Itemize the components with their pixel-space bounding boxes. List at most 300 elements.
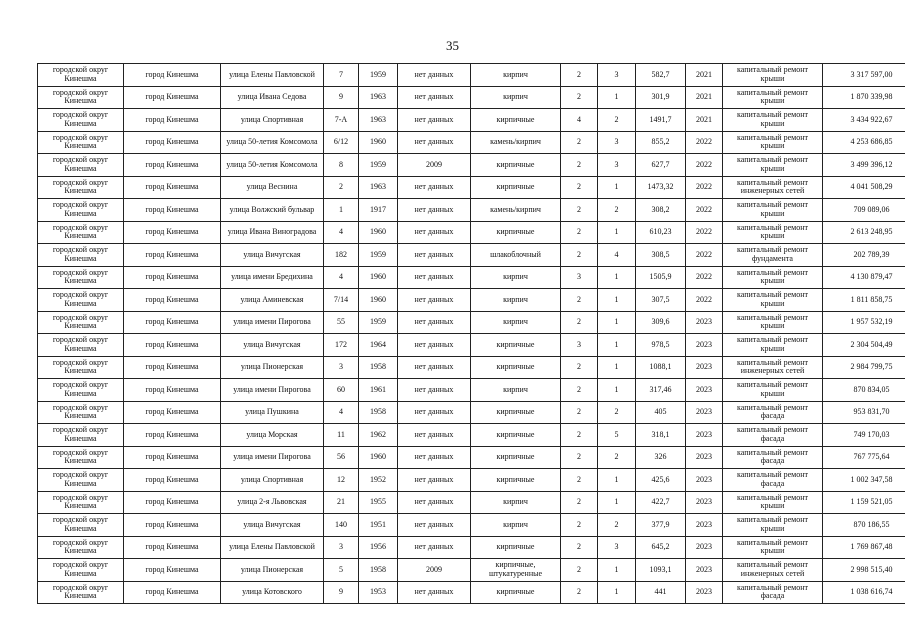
- build-year-cell: 1958: [359, 401, 398, 424]
- work-type-cell: капитальный ремонт крыши: [723, 514, 823, 537]
- table-row: [38, 154, 905, 177]
- planned-year-cell: 2022: [686, 131, 723, 154]
- settlement-cell: город Кинешма: [124, 199, 221, 222]
- house-number-cell: 140: [324, 514, 359, 537]
- table-row: [38, 334, 905, 357]
- floors-cell: 2: [561, 401, 598, 424]
- house-number-cell: 4: [324, 401, 359, 424]
- house-number-cell: 12: [324, 469, 359, 492]
- settlement-cell: город Кинешма: [124, 514, 221, 537]
- municipal-district-cell: городской округ Кинешма: [38, 581, 124, 604]
- wall-material-cell: кирпич: [471, 86, 561, 109]
- house-number-cell: 3: [324, 356, 359, 379]
- last-repair-year-cell: нет данных: [398, 64, 471, 87]
- settlement-cell: город Кинешма: [124, 289, 221, 312]
- area-cell: 855,2: [636, 131, 686, 154]
- work-type-cell: капитальный ремонт фасада: [723, 446, 823, 469]
- house-number-cell: 172: [324, 334, 359, 357]
- work-type-cell: капитальный ремонт фасада: [723, 401, 823, 424]
- entrances-cell: 2: [598, 401, 636, 424]
- house-number-cell: 5: [324, 559, 359, 582]
- planned-year-cell: 2023: [686, 581, 723, 604]
- house-number-cell: 3: [324, 536, 359, 559]
- settlement-cell: город Кинешма: [124, 379, 221, 402]
- table-row: [38, 199, 905, 222]
- municipal-district-cell: городской округ Кинешма: [38, 334, 124, 357]
- settlement-cell: город Кинешма: [124, 334, 221, 357]
- municipal-district-cell: городской округ Кинешма: [38, 176, 124, 199]
- municipal-district-cell: городской округ Кинешма: [38, 86, 124, 109]
- floors-cell: 4: [561, 109, 598, 132]
- table-row: [38, 514, 905, 537]
- house-number-cell: 56: [324, 446, 359, 469]
- entrances-cell: 5: [598, 424, 636, 447]
- entrances-cell: 2: [598, 199, 636, 222]
- build-year-cell: 1963: [359, 109, 398, 132]
- settlement-cell: город Кинешма: [124, 424, 221, 447]
- street-cell: улица Волжский бульвар: [221, 199, 324, 222]
- table-row: [38, 581, 905, 604]
- last-repair-year-cell: нет данных: [398, 176, 471, 199]
- municipal-district-cell: городской округ Кинешма: [38, 356, 124, 379]
- table-row: [38, 86, 905, 109]
- street-cell: улица имени Пирогова: [221, 379, 324, 402]
- street-cell: улица 2-я Львовская: [221, 491, 324, 514]
- table-row: [38, 491, 905, 514]
- planned-year-cell: 2022: [686, 176, 723, 199]
- wall-material-cell: кирпич: [471, 491, 561, 514]
- street-cell: улица Елены Павловской: [221, 536, 324, 559]
- planned-year-cell: 2023: [686, 491, 723, 514]
- settlement-cell: город Кинешма: [124, 86, 221, 109]
- work-type-cell: капитальный ремонт инженерных сетей: [723, 356, 823, 379]
- build-year-cell: 1959: [359, 244, 398, 267]
- street-cell: улица Котовского: [221, 581, 324, 604]
- house-number-cell: 55: [324, 311, 359, 334]
- cost-cell: 3 499 396,12: [823, 154, 905, 177]
- cost-cell: 1 811 858,75: [823, 289, 905, 312]
- planned-year-cell: 2022: [686, 221, 723, 244]
- cost-cell: 2 984 799,75: [823, 356, 905, 379]
- municipal-district-cell: городской округ Кинешма: [38, 266, 124, 289]
- floors-cell: 2: [561, 491, 598, 514]
- street-cell: улица Пушкина: [221, 401, 324, 424]
- work-type-cell: капитальный ремонт крыши: [723, 266, 823, 289]
- entrances-cell: 1: [598, 356, 636, 379]
- work-type-cell: капитальный ремонт крыши: [723, 131, 823, 154]
- build-year-cell: 1917: [359, 199, 398, 222]
- work-type-cell: капитальный ремонт крыши: [723, 221, 823, 244]
- work-type-cell: капитальный ремонт крыши: [723, 379, 823, 402]
- floors-cell: 3: [561, 266, 598, 289]
- house-number-cell: 2: [324, 176, 359, 199]
- municipal-district-cell: городской округ Кинешма: [38, 401, 124, 424]
- area-cell: 610,23: [636, 221, 686, 244]
- build-year-cell: 1959: [359, 311, 398, 334]
- area-cell: 1491,7: [636, 109, 686, 132]
- last-repair-year-cell: нет данных: [398, 379, 471, 402]
- planned-year-cell: 2023: [686, 311, 723, 334]
- floors-cell: 3: [561, 334, 598, 357]
- area-cell: 405: [636, 401, 686, 424]
- municipal-district-cell: городской округ Кинешма: [38, 289, 124, 312]
- settlement-cell: город Кинешма: [124, 109, 221, 132]
- last-repair-year-cell: нет данных: [398, 491, 471, 514]
- floors-cell: 2: [561, 131, 598, 154]
- entrances-cell: 1: [598, 266, 636, 289]
- area-cell: 1088,1: [636, 356, 686, 379]
- house-number-cell: 11: [324, 424, 359, 447]
- street-cell: улица Пионерская: [221, 356, 324, 379]
- floors-cell: 2: [561, 86, 598, 109]
- cost-cell: 1 870 339,98: [823, 86, 905, 109]
- street-cell: улица Ивана Виноградова: [221, 221, 324, 244]
- planned-year-cell: 2022: [686, 266, 723, 289]
- settlement-cell: город Кинешма: [124, 154, 221, 177]
- last-repair-year-cell: нет данных: [398, 401, 471, 424]
- last-repair-year-cell: нет данных: [398, 86, 471, 109]
- work-type-cell: капитальный ремонт крыши: [723, 86, 823, 109]
- cost-cell: 202 789,39: [823, 244, 905, 267]
- street-cell: улица Аминевская: [221, 289, 324, 312]
- municipal-district-cell: городской округ Кинешма: [38, 244, 124, 267]
- build-year-cell: 1958: [359, 356, 398, 379]
- street-cell: улица Вичугская: [221, 514, 324, 537]
- work-type-cell: капитальный ремонт крыши: [723, 64, 823, 87]
- build-year-cell: 1960: [359, 446, 398, 469]
- entrances-cell: 1: [598, 334, 636, 357]
- table-body: [38, 64, 905, 604]
- cost-cell: 1 038 616,74: [823, 581, 905, 604]
- municipal-district-cell: городской округ Кинешма: [38, 424, 124, 447]
- settlement-cell: город Кинешма: [124, 559, 221, 582]
- planned-year-cell: 2023: [686, 401, 723, 424]
- area-cell: 582,7: [636, 64, 686, 87]
- entrances-cell: 2: [598, 446, 636, 469]
- table-row: [38, 536, 905, 559]
- area-cell: 301,9: [636, 86, 686, 109]
- last-repair-year-cell: нет данных: [398, 424, 471, 447]
- street-cell: улица Морская: [221, 424, 324, 447]
- settlement-cell: город Кинешма: [124, 244, 221, 267]
- house-number-cell: 8: [324, 154, 359, 177]
- table-row: [38, 424, 905, 447]
- floors-cell: 2: [561, 244, 598, 267]
- build-year-cell: 1961: [359, 379, 398, 402]
- build-year-cell: 1952: [359, 469, 398, 492]
- floors-cell: 2: [561, 64, 598, 87]
- area-cell: 627,7: [636, 154, 686, 177]
- floors-cell: 2: [561, 424, 598, 447]
- municipal-district-cell: городской округ Кинешма: [38, 491, 124, 514]
- municipal-district-cell: городской округ Кинешма: [38, 379, 124, 402]
- table-row: [38, 311, 905, 334]
- planned-year-cell: 2023: [686, 424, 723, 447]
- table-row: [38, 401, 905, 424]
- last-repair-year-cell: нет данных: [398, 221, 471, 244]
- house-number-cell: 7/14: [324, 289, 359, 312]
- house-number-cell: 9: [324, 581, 359, 604]
- housing-repair-table: [37, 63, 905, 604]
- wall-material-cell: кирпичные: [471, 334, 561, 357]
- wall-material-cell: кирпичные: [471, 581, 561, 604]
- cost-cell: 2 304 504,49: [823, 334, 905, 357]
- last-repair-year-cell: нет данных: [398, 334, 471, 357]
- planned-year-cell: 2022: [686, 289, 723, 312]
- table-row: [38, 131, 905, 154]
- entrances-cell: 1: [598, 86, 636, 109]
- municipal-district-cell: городской округ Кинешма: [38, 536, 124, 559]
- area-cell: 309,6: [636, 311, 686, 334]
- planned-year-cell: 2022: [686, 199, 723, 222]
- planned-year-cell: 2022: [686, 154, 723, 177]
- street-cell: улица имени Пирогова: [221, 446, 324, 469]
- wall-material-cell: кирпич: [471, 514, 561, 537]
- work-type-cell: капитальный ремонт инженерных сетей: [723, 176, 823, 199]
- wall-material-cell: камень/кирпич: [471, 131, 561, 154]
- house-number-cell: 1: [324, 199, 359, 222]
- street-cell: улица 50-летия Комсомола: [221, 131, 324, 154]
- work-type-cell: капитальный ремонт фасада: [723, 581, 823, 604]
- settlement-cell: город Кинешма: [124, 266, 221, 289]
- street-cell: улица Веснина: [221, 176, 324, 199]
- work-type-cell: капитальный ремонт крыши: [723, 311, 823, 334]
- cost-cell: 1 159 521,05: [823, 491, 905, 514]
- work-type-cell: капитальный ремонт крыши: [723, 109, 823, 132]
- wall-material-cell: кирпич: [471, 289, 561, 312]
- house-number-cell: 4: [324, 221, 359, 244]
- planned-year-cell: 2023: [686, 536, 723, 559]
- work-type-cell: капитальный ремонт фундамента: [723, 244, 823, 267]
- wall-material-cell: кирпичные: [471, 176, 561, 199]
- area-cell: 326: [636, 446, 686, 469]
- last-repair-year-cell: нет данных: [398, 289, 471, 312]
- build-year-cell: 1958: [359, 559, 398, 582]
- table-row: [38, 221, 905, 244]
- settlement-cell: город Кинешма: [124, 221, 221, 244]
- area-cell: 441: [636, 581, 686, 604]
- entrances-cell: 3: [598, 131, 636, 154]
- work-type-cell: капитальный ремонт крыши: [723, 334, 823, 357]
- planned-year-cell: 2021: [686, 64, 723, 87]
- street-cell: улица Пионерская: [221, 559, 324, 582]
- cost-cell: 709 089,06: [823, 199, 905, 222]
- municipal-district-cell: городской округ Кинешма: [38, 559, 124, 582]
- municipal-district-cell: городской округ Кинешма: [38, 221, 124, 244]
- table-row: [38, 559, 905, 582]
- house-number-cell: 9: [324, 86, 359, 109]
- build-year-cell: 1960: [359, 131, 398, 154]
- last-repair-year-cell: 2009: [398, 154, 471, 177]
- build-year-cell: 1960: [359, 221, 398, 244]
- street-cell: улица Спортивная: [221, 109, 324, 132]
- build-year-cell: 1951: [359, 514, 398, 537]
- floors-cell: 2: [561, 514, 598, 537]
- municipal-district-cell: городской округ Кинешма: [38, 154, 124, 177]
- cost-cell: 767 775,64: [823, 446, 905, 469]
- cost-cell: 870 186,55: [823, 514, 905, 537]
- settlement-cell: город Кинешма: [124, 401, 221, 424]
- planned-year-cell: 2023: [686, 446, 723, 469]
- last-repair-year-cell: нет данных: [398, 469, 471, 492]
- floors-cell: 2: [561, 356, 598, 379]
- table-row: [38, 109, 905, 132]
- house-number-cell: 182: [324, 244, 359, 267]
- floors-cell: 2: [561, 176, 598, 199]
- municipal-district-cell: городской округ Кинешма: [38, 446, 124, 469]
- table-row: [38, 379, 905, 402]
- build-year-cell: 1960: [359, 289, 398, 312]
- house-number-cell: 7: [324, 64, 359, 87]
- entrances-cell: 1: [598, 379, 636, 402]
- build-year-cell: 1964: [359, 334, 398, 357]
- house-number-cell: 6/12: [324, 131, 359, 154]
- table-row: [38, 469, 905, 492]
- last-repair-year-cell: нет данных: [398, 446, 471, 469]
- last-repair-year-cell: нет данных: [398, 514, 471, 537]
- house-number-cell: 21: [324, 491, 359, 514]
- planned-year-cell: 2023: [686, 334, 723, 357]
- cost-cell: 953 831,70: [823, 401, 905, 424]
- build-year-cell: 1963: [359, 176, 398, 199]
- municipal-district-cell: городской округ Кинешма: [38, 514, 124, 537]
- cost-cell: 2 998 515,40: [823, 559, 905, 582]
- entrances-cell: 1: [598, 469, 636, 492]
- floors-cell: 2: [561, 581, 598, 604]
- planned-year-cell: 2023: [686, 379, 723, 402]
- municipal-district-cell: городской округ Кинешма: [38, 64, 124, 87]
- build-year-cell: 1960: [359, 266, 398, 289]
- wall-material-cell: камень/кирпич: [471, 199, 561, 222]
- wall-material-cell: кирпичные: [471, 154, 561, 177]
- street-cell: улица Вичугская: [221, 334, 324, 357]
- cost-cell: 3 317 597,00: [823, 64, 905, 87]
- area-cell: 308,5: [636, 244, 686, 267]
- settlement-cell: город Кинешма: [124, 536, 221, 559]
- settlement-cell: город Кинешма: [124, 469, 221, 492]
- table-row: [38, 266, 905, 289]
- table-row: [38, 356, 905, 379]
- cost-cell: 1 769 867,48: [823, 536, 905, 559]
- last-repair-year-cell: нет данных: [398, 109, 471, 132]
- wall-material-cell: кирпич: [471, 311, 561, 334]
- wall-material-cell: кирпич: [471, 64, 561, 87]
- cost-cell: 870 834,05: [823, 379, 905, 402]
- settlement-cell: город Кинешма: [124, 311, 221, 334]
- street-cell: улица Елены Павловской: [221, 64, 324, 87]
- area-cell: 317,46: [636, 379, 686, 402]
- wall-material-cell: кирпич: [471, 266, 561, 289]
- entrances-cell: 1: [598, 289, 636, 312]
- wall-material-cell: кирпичные: [471, 401, 561, 424]
- planned-year-cell: 2023: [686, 559, 723, 582]
- street-cell: улица 50-летия Комсомола: [221, 154, 324, 177]
- cost-cell: 4 253 686,85: [823, 131, 905, 154]
- floors-cell: 2: [561, 221, 598, 244]
- house-number-cell: 7-А: [324, 109, 359, 132]
- work-type-cell: капитальный ремонт фасада: [723, 424, 823, 447]
- cost-cell: 3 434 922,67: [823, 109, 905, 132]
- entrances-cell: 2: [598, 109, 636, 132]
- table-row: [38, 64, 905, 87]
- planned-year-cell: 2023: [686, 514, 723, 537]
- last-repair-year-cell: нет данных: [398, 356, 471, 379]
- area-cell: 318,1: [636, 424, 686, 447]
- build-year-cell: 1953: [359, 581, 398, 604]
- municipal-district-cell: городской округ Кинешма: [38, 469, 124, 492]
- last-repair-year-cell: нет данных: [398, 581, 471, 604]
- build-year-cell: 1962: [359, 424, 398, 447]
- floors-cell: 2: [561, 536, 598, 559]
- area-cell: 645,2: [636, 536, 686, 559]
- table-row: [38, 289, 905, 312]
- settlement-cell: город Кинешма: [124, 64, 221, 87]
- last-repair-year-cell: нет данных: [398, 311, 471, 334]
- street-cell: улица Ивана Седова: [221, 86, 324, 109]
- wall-material-cell: кирпичные: [471, 109, 561, 132]
- settlement-cell: город Кинешма: [124, 581, 221, 604]
- wall-material-cell: кирпичные: [471, 424, 561, 447]
- wall-material-cell: кирпич: [471, 379, 561, 402]
- street-cell: улица Спортивная: [221, 469, 324, 492]
- build-year-cell: 1955: [359, 491, 398, 514]
- floors-cell: 2: [561, 289, 598, 312]
- cost-cell: 4 041 508,29: [823, 176, 905, 199]
- work-type-cell: капитальный ремонт фасада: [723, 469, 823, 492]
- area-cell: 308,2: [636, 199, 686, 222]
- wall-material-cell: кирпичные: [471, 469, 561, 492]
- area-cell: 1093,1: [636, 559, 686, 582]
- work-type-cell: капитальный ремонт крыши: [723, 289, 823, 312]
- work-type-cell: капитальный ремонт крыши: [723, 199, 823, 222]
- street-cell: улица Вичугская: [221, 244, 324, 267]
- entrances-cell: 1: [598, 311, 636, 334]
- work-type-cell: капитальный ремонт крыши: [723, 491, 823, 514]
- entrances-cell: 3: [598, 64, 636, 87]
- planned-year-cell: 2022: [686, 244, 723, 267]
- page-number: 35: [446, 38, 459, 53]
- municipal-district-cell: городской округ Кинешма: [38, 109, 124, 132]
- floors-cell: 2: [561, 559, 598, 582]
- settlement-cell: город Кинешма: [124, 491, 221, 514]
- area-cell: 377,9: [636, 514, 686, 537]
- settlement-cell: город Кинешма: [124, 446, 221, 469]
- table-row: [38, 244, 905, 267]
- municipal-district-cell: городской округ Кинешма: [38, 199, 124, 222]
- cost-cell: 2 613 248,95: [823, 221, 905, 244]
- floors-cell: 2: [561, 311, 598, 334]
- wall-material-cell: кирпичные: [471, 446, 561, 469]
- municipal-district-cell: городской округ Кинешма: [38, 311, 124, 334]
- last-repair-year-cell: нет данных: [398, 131, 471, 154]
- build-year-cell: 1956: [359, 536, 398, 559]
- area-cell: 978,5: [636, 334, 686, 357]
- build-year-cell: 1959: [359, 64, 398, 87]
- cost-cell: 1 002 347,58: [823, 469, 905, 492]
- area-cell: 1505,9: [636, 266, 686, 289]
- floors-cell: 2: [561, 446, 598, 469]
- cost-cell: 4 130 879,47: [823, 266, 905, 289]
- wall-material-cell: шлакоблочный: [471, 244, 561, 267]
- last-repair-year-cell: нет данных: [398, 199, 471, 222]
- settlement-cell: город Кинешма: [124, 176, 221, 199]
- area-cell: 422,7: [636, 491, 686, 514]
- table-row: [38, 446, 905, 469]
- entrances-cell: 3: [598, 536, 636, 559]
- municipal-district-cell: городской округ Кинешма: [38, 131, 124, 154]
- work-type-cell: капитальный ремонт инженерных сетей: [723, 559, 823, 582]
- last-repair-year-cell: нет данных: [398, 266, 471, 289]
